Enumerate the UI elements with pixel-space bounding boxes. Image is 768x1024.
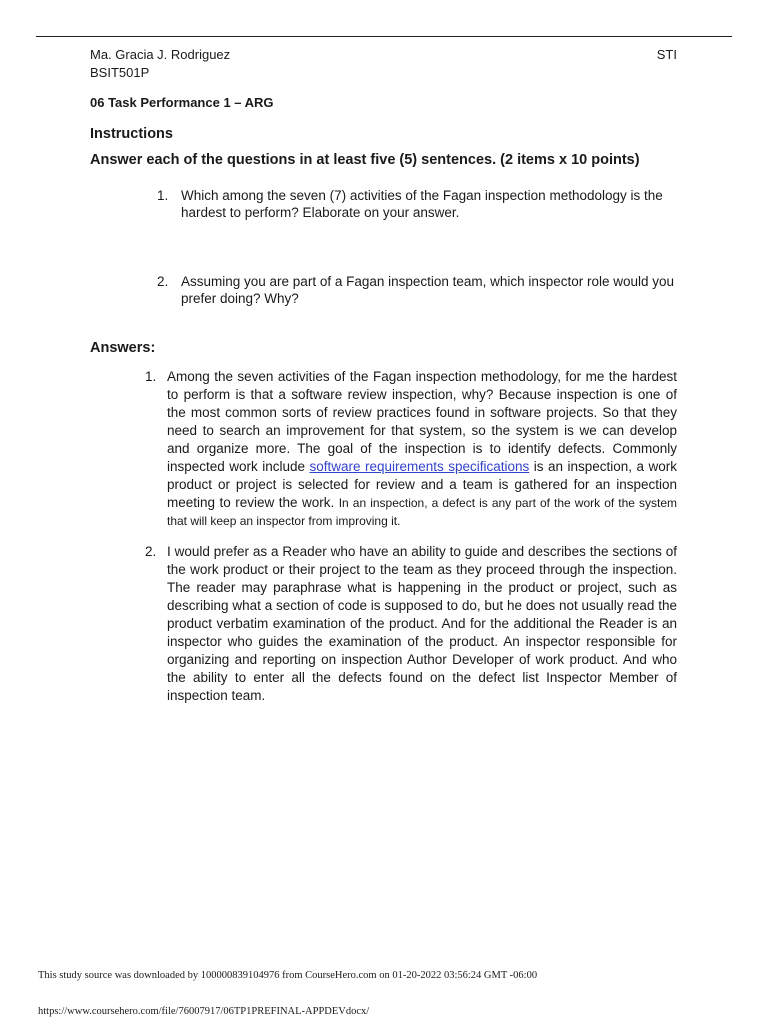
- answers-heading: Answers:: [90, 340, 156, 356]
- answer-1: [145, 368, 677, 530]
- answer-text-part: is an inspection, a work product or project is selected for review and a team is gathered for an inspection meeting to review the work.: [167, 459, 677, 510]
- task-title: 06 Task Performance 1 – ARG: [90, 95, 274, 110]
- top-rule: [36, 36, 732, 37]
- question-number: 2.: [157, 274, 169, 289]
- question-number: 1.: [157, 188, 169, 203]
- software-requirements-link[interactable]: software requirements specifications: [309, 459, 530, 474]
- answer-text-part: Among the seven activities of the Fagan inspection methodology, for me the hardest to perform is that a software review inspection, why? Because inspection is one of the most common sorts of review practices found in software projects. So that they need to search an improvement for that system, so the system is we can develop and organize more. The goal of the inspection is to identify defects. Commonly inspected work include: [167, 369, 677, 474]
- answer-text: I would prefer as a Reader who have an ability to guide and describes the sections of the work product or their project to the team as they proceed through the inspection. The reader may paraphrase what is happening in the product or project, such as describing what a section of code is supposed to do, but he does not usually read the product verbatim examination of the product. And for the additional the Reader is an inspector who guides the examination of the product. An inspector responsible for organizing and reporting on inspection Author Developer of work product. And who the ability to enter all the defects found on the defect list Inspector Member of inspection team.: [167, 544, 677, 703]
- student-name: Ma. Gracia J. Rodriguez: [90, 47, 231, 62]
- download-notice: This study source was downloaded by 100000839104976 from CourseHero.com on 01-20-2022 03:56:24 GMT -06:00: [38, 970, 538, 981]
- answer-number: 1.: [145, 369, 157, 384]
- source-url[interactable]: https://www.coursehero.com/file/76007917/06TP1PREFINAL-APPDEVdocx/: [38, 1006, 370, 1017]
- instructions-text: Answer each of the questions in at least five (5) sentences. (2 items x 10 points): [90, 152, 640, 168]
- answer-text: [167, 368, 677, 530]
- question-text: Which among the seven (7) activities of the Fagan inspection methodology is the hardest to perform? Elaborate on your answer.: [181, 188, 663, 220]
- answer-text-small: In an inspection, a defect is any part of the work of the system that will keep an inspector from improving it.: [167, 496, 678, 528]
- question-text: Assuming you are part of a Fagan inspection team, which inspector role would you prefer doing? Why?: [181, 274, 675, 306]
- question-1: [157, 187, 677, 221]
- answer-2: [145, 543, 677, 705]
- question-2: [157, 273, 677, 307]
- school-name: STI: [656, 47, 677, 62]
- answer-number: 2.: [145, 544, 157, 559]
- student-section: BSIT501P: [90, 65, 150, 80]
- instructions-heading: Instructions: [90, 126, 173, 142]
